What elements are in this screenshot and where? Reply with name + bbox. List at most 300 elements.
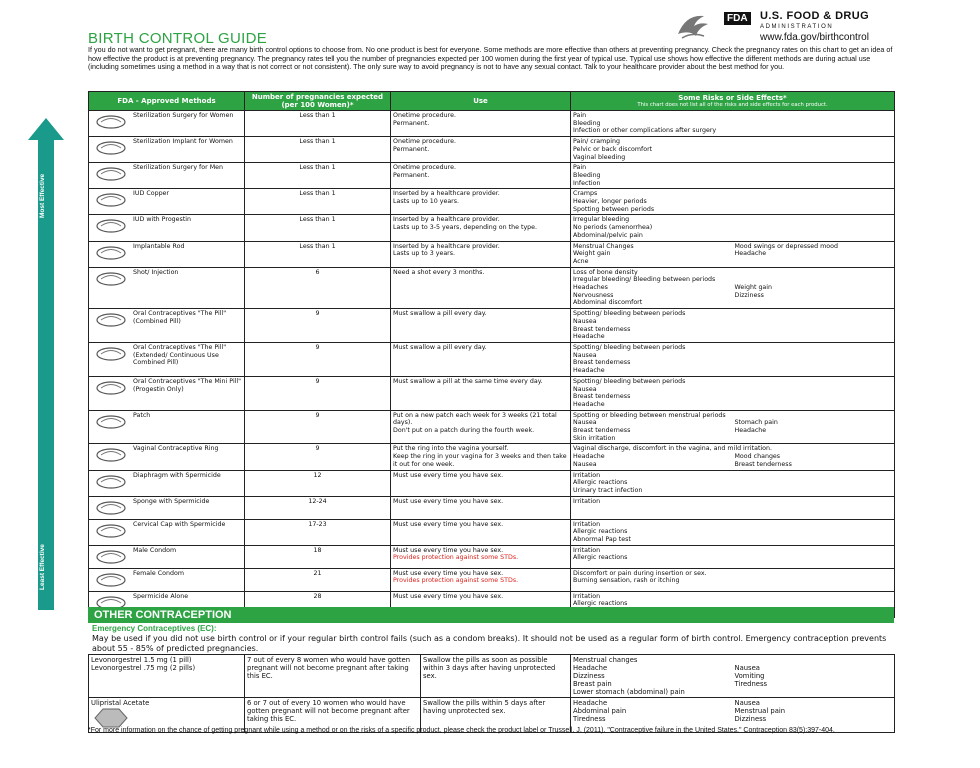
method-cell [89,163,245,189]
effectiveness-arrow [28,118,64,610]
method-name: Male Condom [133,546,177,554]
other-contraception-section [88,607,894,733]
pill-pack-mini-icon [93,379,129,397]
risk-line: Nausea [573,351,597,359]
risk-line: Spotting/ bleeding between periods [573,343,686,351]
method-name: Sterilization Surgery for Men [133,164,224,172]
use-cell [391,267,571,309]
method-cell [89,309,245,343]
risk-line: Dizziness [573,672,605,680]
use-cell [391,519,571,545]
risk-line: Abnormal Pap test [573,536,631,544]
sponge-icon [93,499,129,517]
method-cell [89,342,245,376]
risk-grid [573,284,892,307]
method-thumb [91,498,131,518]
method-thumb [91,216,131,236]
method-cell [89,519,245,545]
table-row [89,241,895,267]
implantable-rod-icon [93,244,129,262]
risk-line: Pain [573,164,587,172]
table-row [89,189,895,215]
sterilization-women-icon [93,113,129,131]
table-row [89,267,895,309]
method-cell [89,376,245,410]
risk-line: Discomfort or pain during insertion or sex. [573,569,707,577]
risk-line: Dizziness [734,715,767,723]
sterilization-men-icon [93,165,129,183]
use-cell [391,568,571,591]
method-name: Female Condom [133,569,184,577]
method-wrap [91,112,242,132]
risk-line: Stomach pain [734,419,778,427]
table-row [89,111,895,137]
risk-line: Mood swings or depressed mood [734,242,838,250]
method-cell [89,444,245,470]
method-thumb [91,547,131,567]
risk-line: Abdominal/pelvic pain [573,231,643,239]
method-thumb [91,310,131,330]
risk-line: Nausea [573,460,597,468]
method-cell [89,545,245,568]
use-line: Need a shot every 3 months. [393,268,485,276]
risk-line: Menstrual pain [734,707,786,715]
risks-cell [571,111,895,137]
method-name: Vaginal Contraceptive Ring [133,445,219,453]
risk-line: No periods (amenorrhea) [573,224,653,232]
use-line: Lasts up to 3-5 years, depending on the type. [393,224,538,232]
page-title: BIRTH CONTROL GUIDE [88,30,268,47]
use-cell [391,241,571,267]
use-cell [391,189,571,215]
risk-line: Lower stomach (abdominal) pain [573,688,685,696]
pregnancy-rate: 17-23 [245,519,391,545]
risks-cell [571,241,895,267]
use-line: Must use every time you have sex. [393,592,504,600]
risk-line: Vaginal discharge, discomfort in the vagina, and mild irritation. [573,445,773,453]
risk-line: Nervousness [573,291,614,299]
risk-line: Headache [573,699,608,707]
risks-cell [571,410,895,444]
risk-line: Breast tenderness [573,427,631,435]
pregnancy-rate: 9 [245,376,391,410]
risk-line: Breast tenderness [734,460,792,468]
method-name: Shot/ Injection [133,268,179,276]
table-row [89,137,895,163]
risk-line: Headache [573,453,605,461]
use-line: Must swallow a pill at the same time every day. [393,377,543,385]
methods-table [88,91,895,618]
other-contraception-bar: OTHER CONTRACEPTION [88,607,894,623]
use-cell [391,215,571,241]
use-line: Must use every time you have sex. [393,569,504,577]
method-thumb [91,269,131,289]
risk-line: Nausea [573,317,597,325]
risk-grid [573,453,892,468]
method-thumb [91,344,131,364]
risks-cell [571,215,895,241]
method-wrap [91,190,242,210]
use-line: Put on a new patch each week for 3 weeks (21 total days). [393,411,557,427]
risk-line: Nausea [734,699,760,707]
ec-description: May be used if you did not use birth control or if your regular birth control fails (such as a condom breaks). It should not be used as a regular form of birth control. Emergency contraception prevents about 55 - 85% of predicted pregnancies. [92,634,887,653]
risk-line: Skin irritation [573,434,616,442]
risk-line: Irritation [573,520,601,528]
risks-cell [571,189,895,215]
sterilization-implant-icon [93,139,129,157]
risk-line [735,435,893,443]
risk-line: Irritation [573,592,601,600]
method-name: IUD Copper [133,190,170,198]
agency-url[interactable]: www.fda.gov/birthcontrol [760,32,869,43]
method-name: Oral Contraceptives "The Mini Pill" (Progestin Only) [133,377,242,393]
method-cell [89,241,245,267]
use-cell [391,545,571,568]
header-methods: FDA - Approved Methods [89,92,245,111]
risk-line: Irregular bleeding [573,216,630,224]
ec-use: Swallow the pills as soon as possible within 3 days after having unprotected sex. [421,655,571,698]
risk-line: Heavier, longer periods [573,198,647,206]
risk-line: Allergic reactions [573,479,628,487]
method-wrap [91,378,242,398]
cervical-cap-icon [93,522,129,540]
agency-subname: ADMINISTRATION [760,24,834,30]
risk-line: Breast tenderness [573,359,631,367]
use-line: Onetime procedure. [393,112,456,119]
pregnancy-rate: 9 [245,444,391,470]
risks-cell [571,545,895,568]
risk-line: Headache [573,367,605,375]
method-cell [89,215,245,241]
intro-paragraph: If you do not want to get pregnant, there are many birth control options to choose from. No one product is best for everyone. Some methods are more effective than others at preventing pregnancy. Check the pregnancy rates on this chart to get an idea of how effective the product is at preventing pregnancy. The pregnancy rates tell you the number of pregnancies expected per 100 women during the first year of typical use. Typical use shows how effective the different methods are during actual use (including sometimes using a method in a way that is not correct or not consistent). The only sure way to avoid pregnancy is not to have any sexual contact. Talk to your healthcare provider about the best method for you. [88,45,893,72]
header-risks-note: This chart does not list all of the risks and side effects for each product. [637,102,828,108]
risks-cell [571,496,895,519]
use-cell [391,309,571,343]
method-wrap [91,216,242,236]
risk-line: Nausea [573,385,597,393]
method-wrap [91,521,242,541]
header-use: Use [391,92,571,111]
use-cell [391,376,571,410]
risk-line: Bleeding [573,171,601,179]
risk-line: Allergic reactions [573,554,628,562]
table-row [89,444,895,470]
use-line: Permanent. [393,119,430,127]
method-wrap [91,498,242,518]
ec-method-name: Levonorgestrel 1.5 mg (1 pill) [91,656,192,664]
risk-line: Weight gain [734,284,773,292]
ec-table [88,654,895,733]
pregnancy-rate: 28 [245,591,391,617]
female-condom-icon [93,571,129,589]
method-wrap [91,269,242,289]
method-thumb [91,378,131,398]
pregnancy-rate: 9 [245,410,391,444]
use-line: Permanent. [393,171,430,179]
method-wrap [91,138,242,158]
risk-line: Pelvic or back discomfort [573,145,653,153]
risk-line: Nausea [734,664,760,672]
method-name: Spermicide Alone [133,592,189,600]
risk-line: Abdominal discomfort [573,299,643,307]
ec-effectiveness: 7 out of every 8 women who would have gotten pregnant will not become pregnant after taking this EC. [245,655,421,698]
pregnancy-rate: 12 [245,470,391,496]
risk-line: Urinary tract infection [573,486,643,494]
table-row [89,410,895,444]
header-pregnancies: Number of pregnancies expected (per 100 Women)* [245,92,391,111]
use-cell [391,444,571,470]
table-row [89,519,895,545]
risks-cell [571,568,895,591]
risk-line: Spotting between periods [573,205,655,213]
footnote: *For more information on the chance of getting pregnant while using a method or on the risks of a specific product, please check the product label or Trussell, J. (2011). "Contraceptive failure in the United States." Contraception 83(5):397-404. [88,727,835,734]
risk-line [735,299,893,307]
risk-line: Vaginal bleeding [573,153,626,161]
risks-cell [571,137,895,163]
table-row [89,568,895,591]
risks-cell [571,444,895,470]
method-wrap [91,412,242,432]
method-name: Sterilization Implant for Women [133,138,233,146]
use-cell [391,496,571,519]
method-cell [89,496,245,519]
ulipristal-pill-icon [91,707,131,729]
pregnancy-rate: Less than 1 [245,189,391,215]
iud-copper-icon [93,191,129,209]
pregnancy-rate: Less than 1 [245,163,391,189]
use-line: Keep the ring in your vagina for 3 weeks and then take it out for one week. [393,453,567,468]
risk-line: Infection or other complications after surgery [573,127,717,135]
method-cell [89,267,245,309]
method-thumb [91,243,131,263]
risk-line: Pain/ cramping [573,138,621,146]
ec-method-cell [89,655,245,698]
table-header-row [89,92,895,111]
use-line: Inserted by a healthcare provider. [393,216,500,224]
pregnancy-rate: 21 [245,568,391,591]
risk-line: Headache [734,250,767,258]
method-wrap [91,570,242,590]
method-thumb [91,190,131,210]
vaginal-ring-icon [93,446,129,464]
method-thumb [91,412,131,432]
risk-line: Spotting or bleeding between menstrual periods [573,411,726,419]
table-row [89,215,895,241]
risk-line: Headaches [573,284,608,292]
risks-cell [571,309,895,343]
risk-line: Vomiting [734,672,765,680]
use-cell [391,342,571,376]
method-name: Oral Contraceptives "The Pill" (Combined Pill) [133,310,227,325]
std-protection-note: Provides protection against some STDs. [393,554,519,562]
risk-line: Menstrual Changes [573,242,634,250]
risk-line: Breast tenderness [573,325,631,333]
risk-line: Dizziness [734,291,764,299]
risk-line: Irritation [573,471,601,479]
method-thumb [91,112,131,132]
ec-use: Swallow the pills within 5 days after having unprotected sex. [421,698,571,733]
use-line: Onetime procedure. [393,164,456,172]
method-name: Cervical Cap with Spermicide [133,520,226,528]
use-line: Don't put on a patch during the fourth week. [393,427,535,435]
method-name: IUD with Progestin [133,216,192,224]
risk-grid [573,664,892,688]
use-line: Onetime procedure. [393,138,456,146]
pregnancy-rate: 9 [245,342,391,376]
risk-line: Acne [573,257,589,265]
use-line: Must use every time you have sex. [393,497,504,505]
table-row [89,376,895,410]
iud-progestin-icon [93,217,129,235]
ec-effectiveness: 6 or 7 out of every 10 women who would have gotten pregnant will not become pregnant after taking this EC. [245,698,421,733]
use-line: Must use every time you have sex. [393,546,504,554]
pregnancy-rate: Less than 1 [245,111,391,137]
header-risks [571,92,895,111]
risk-grid [573,699,892,723]
male-condom-icon [93,548,129,566]
pill-pack-extended-icon [93,345,129,363]
risk-line: Headache [573,400,605,408]
use-cell [391,410,571,444]
risks-cell [571,376,895,410]
ec-risks-cell [571,655,895,698]
risk-line: Pain [573,112,587,119]
fda-badge: FDA [724,12,751,25]
use-line: Lasts up to 10 years. [393,198,460,206]
risk-line [735,258,893,266]
method-name: Diaphragm with Spermicide [133,471,221,479]
risk-line: Nausea [573,419,597,427]
risk-line: Cramps [573,190,598,198]
pregnancy-rate: 9 [245,309,391,343]
risk-line: Irritation [573,497,601,505]
method-cell [89,568,245,591]
risk-line: Infection [573,179,601,187]
pregnancy-rate: 12-24 [245,496,391,519]
method-thumb [91,521,131,541]
method-cell [89,410,245,444]
method-cell [89,470,245,496]
risks-cell [571,470,895,496]
use-cell [391,163,571,189]
method-cell [89,111,245,137]
risk-line: Headache [573,664,608,672]
table-row [89,163,895,189]
method-wrap [91,472,242,492]
risk-line: Irregular bleeding/ Bleeding between periods [573,276,716,284]
syringe-icon [93,270,129,288]
risks-cell [571,342,895,376]
risk-grid [573,243,892,266]
method-wrap [91,547,242,567]
table-row [89,470,895,496]
pregnancy-rate: Less than 1 [245,137,391,163]
method-wrap [91,344,242,367]
ec-heading: Emergency Contraceptives (EC): [92,624,217,633]
method-name: Sponge with Spermicide [133,497,210,505]
table-row [89,309,895,343]
method-wrap [91,445,242,465]
method-thumb [91,138,131,158]
pregnancy-rate: Less than 1 [245,241,391,267]
risk-line: Breast pain [573,680,612,688]
risk-line: Burning sensation, rash or itching [573,577,680,585]
header-risks-label: Some Risks or Side Effects* [678,94,787,102]
risk-line: Spotting/ bleeding between periods [573,310,686,318]
method-wrap [91,310,242,330]
table-row [89,342,895,376]
patch-icon [93,413,129,431]
risk-line: Headache [573,333,605,341]
risk-line: Bleeding [573,119,601,127]
risk-line: Headache [734,427,767,435]
use-line: Permanent. [393,145,430,153]
use-line: Must swallow a pill every day. [393,310,487,318]
hhs-eagle-icon [674,10,714,42]
ec-method-name: Levonorgestrel .75 mg (2 pills) [91,664,196,672]
pill-pack-icon [93,311,129,329]
use-line: Lasts up to 3 years. [393,250,456,258]
risk-line: Abdominal pain [573,707,627,715]
method-name: Patch [133,411,151,419]
use-line: Inserted by a healthcare provider. [393,190,500,198]
use-line: Must use every time you have sex. [393,471,504,479]
risk-line: Allergic reactions [573,528,628,536]
pregnancy-rate: Less than 1 [245,215,391,241]
use-line: Must swallow a pill every day. [393,343,487,351]
use-line: Must use every time you have sex. [393,520,504,528]
risks-cell [571,163,895,189]
risk-line: Allergic reactions [573,600,628,608]
risk-line: Tiredness [573,715,606,723]
use-cell [391,137,571,163]
method-name: Sterilization Surgery for Women [133,112,234,119]
pregnancy-rate: 6 [245,267,391,309]
least-effective-label: Least Effective [39,544,46,590]
method-thumb [91,164,131,184]
risks-cell [571,519,895,545]
method-thumb [91,445,131,465]
table-row [89,545,895,568]
pregnancy-rate: 18 [245,545,391,568]
method-name: Oral Contraceptives "The Pill" (Extended/ Continuous Use Combined Pill) [133,343,227,367]
std-protection-note: Provides protection against some STDs. [393,577,519,585]
method-thumb [91,472,131,492]
diaphragm-icon [93,473,129,491]
use-line: Inserted by a healthcare provider. [393,242,500,250]
risk-line: Tiredness [734,680,768,688]
agency-name: U.S. FOOD & DRUG [760,10,870,22]
method-name: Implantable Rod [133,242,185,250]
risk-line: Spotting/ bleeding between periods [573,377,686,385]
risk-line: Menstrual changes [573,656,638,664]
risks-cell [571,267,895,309]
risk-line: Irritation [573,546,601,554]
table-row [89,496,895,519]
use-cell [391,470,571,496]
most-effective-label: Most Effective [39,173,46,218]
ec-method-name: Ulipristal Acetate [91,699,150,707]
use-line: Put the ring into the vagina yourself. [393,445,509,453]
ec-row [89,655,895,698]
risk-grid [573,419,892,442]
fda-logo [674,8,904,48]
risk-line: Weight gain [573,250,611,258]
risk-line: Breast tenderness [573,393,631,401]
use-cell [391,111,571,137]
method-wrap [91,243,242,263]
method-wrap [91,164,242,184]
